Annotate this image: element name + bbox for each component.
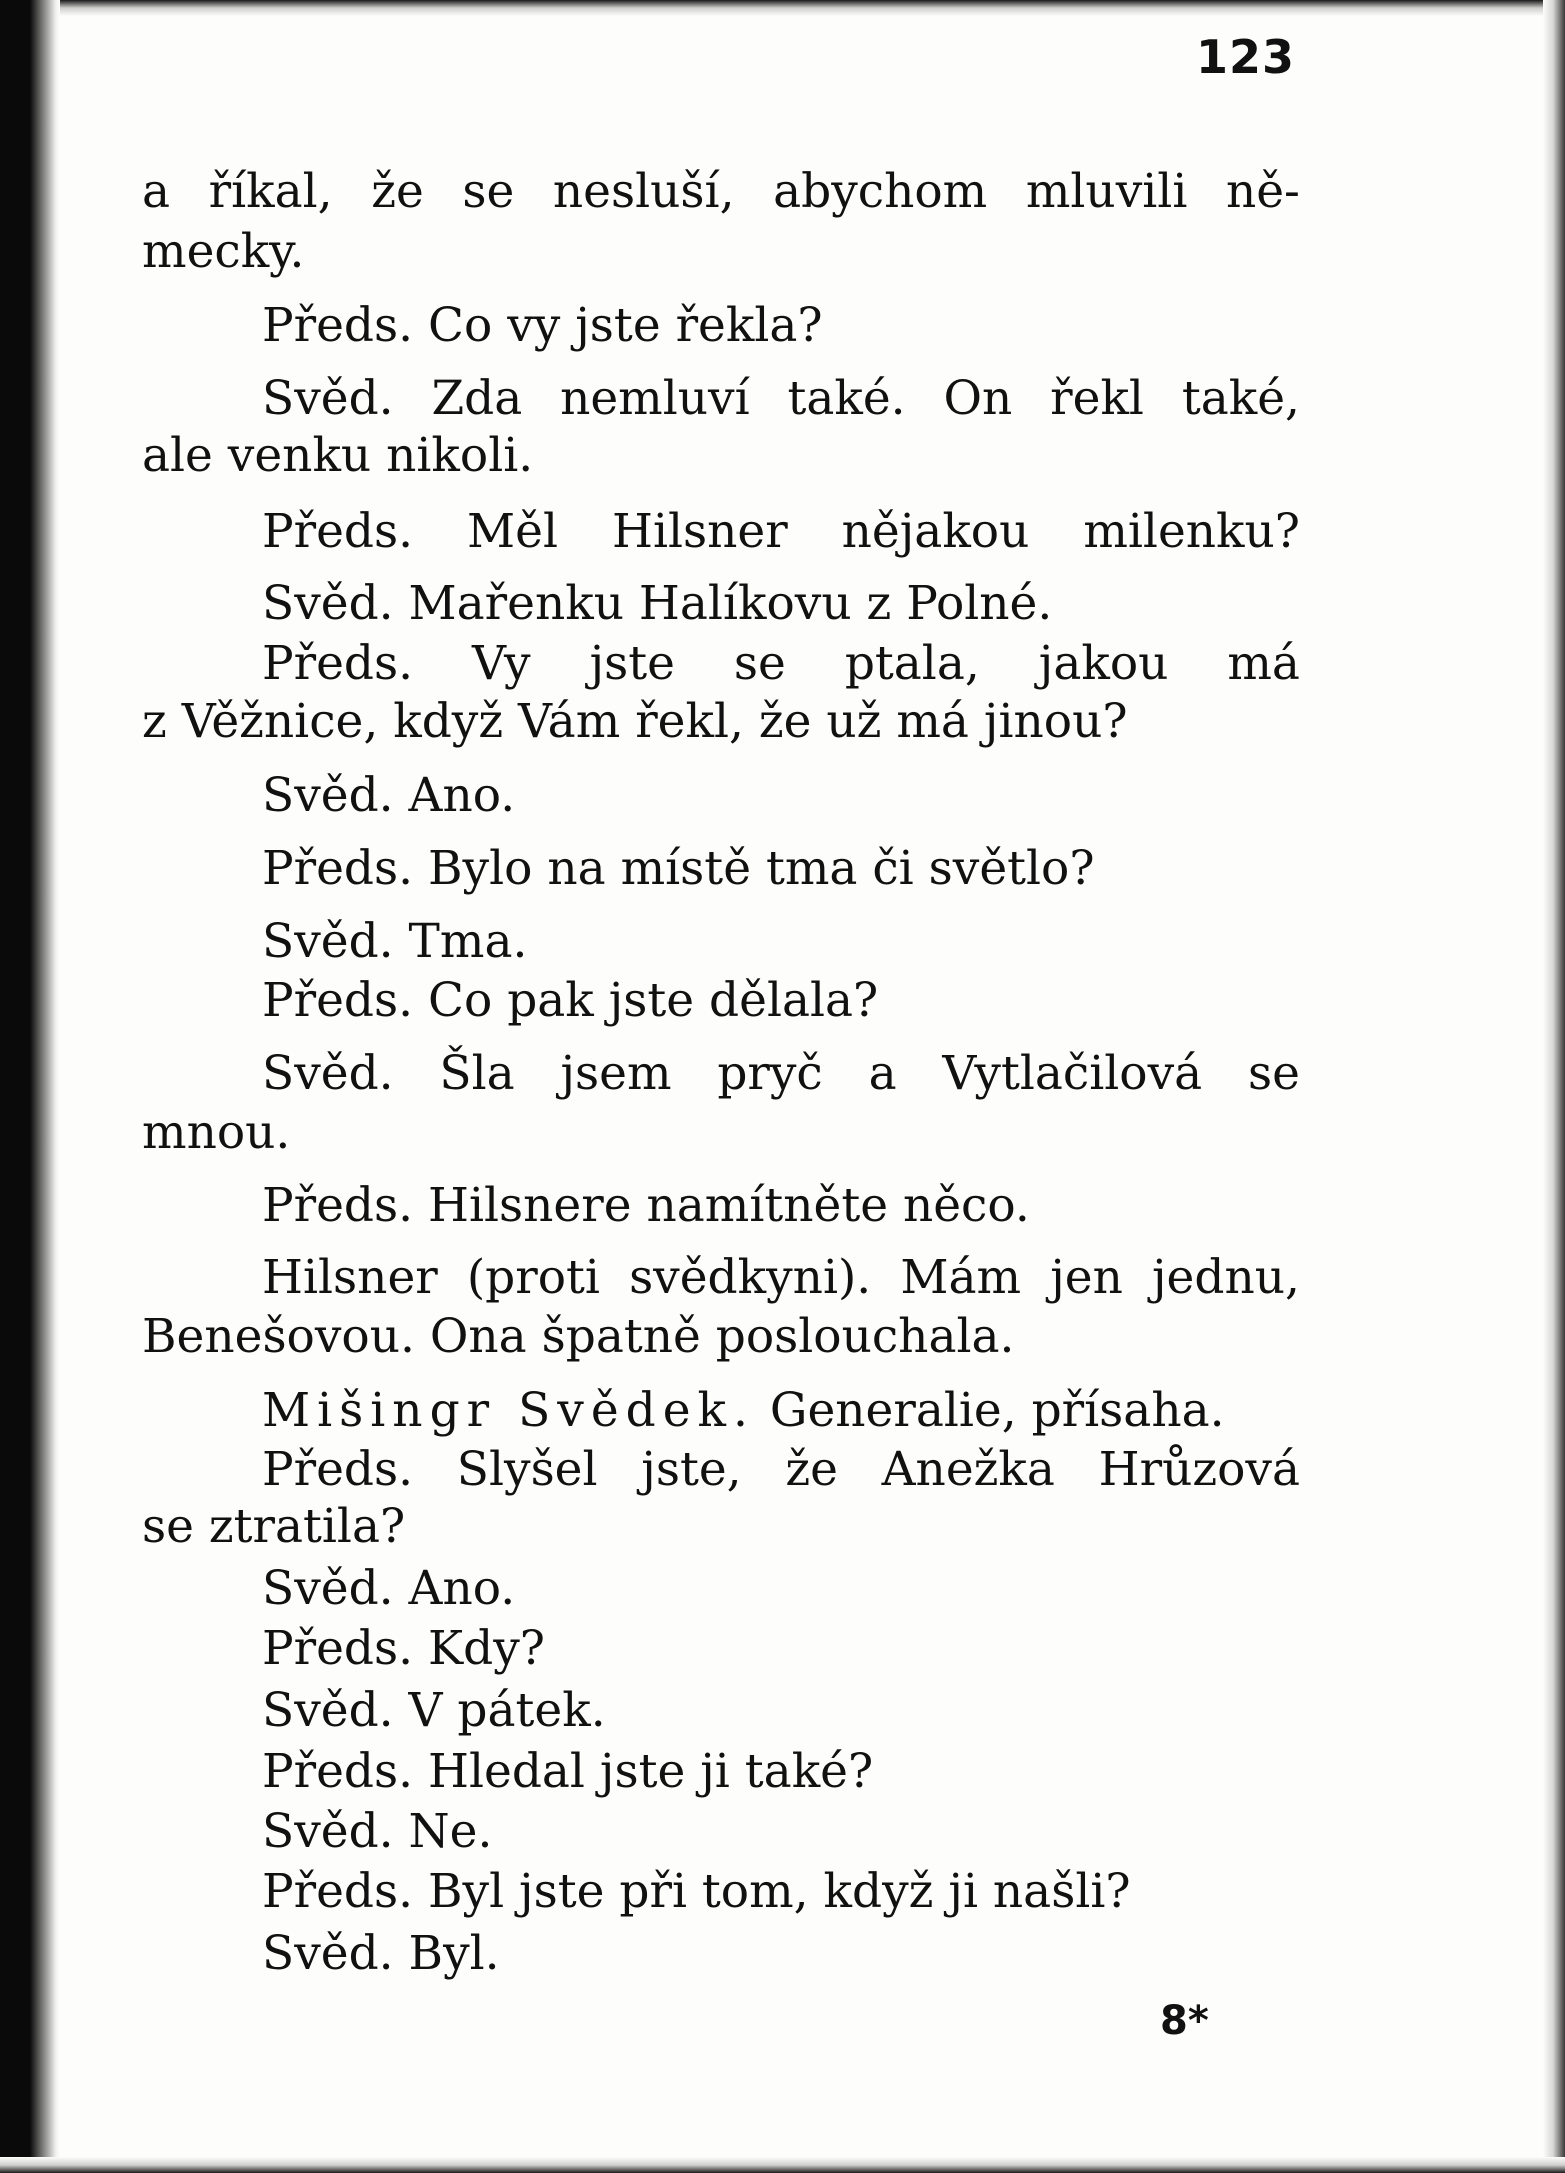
word: Hilsner <box>262 1250 438 1305</box>
word: a <box>142 164 171 219</box>
text-line: Svěd. Ano. <box>262 1561 516 1616</box>
page-number: 123 <box>1196 30 1296 84</box>
text-line: Předs. Co vy jste řekla? <box>262 298 823 353</box>
word: ptala, <box>844 636 980 691</box>
text-line: Předs. Hilsnere namítněte něco. <box>262 1178 1030 1233</box>
text-line: Předs. Bylo na místě tma či světlo? <box>262 841 1095 896</box>
word: Šla <box>439 1046 515 1101</box>
word: se <box>1247 1046 1300 1101</box>
text-line: ale venku nikoli. <box>142 428 534 483</box>
word: jste, <box>641 1442 742 1497</box>
word: že <box>785 1442 838 1497</box>
word: Anežka <box>881 1442 1055 1497</box>
scan-bottom-edge <box>0 2157 1565 2173</box>
text-line: Svěd. V pátek. <box>262 1683 606 1738</box>
word: Vytlačilová <box>942 1046 1203 1101</box>
word: ně- <box>1225 164 1300 219</box>
text-line: mnou. <box>142 1105 291 1160</box>
word: Hilsner <box>611 504 788 559</box>
word: Mám <box>900 1250 1022 1305</box>
word: nesluší, <box>552 164 735 219</box>
text-line <box>262 1383 1225 1438</box>
scan-top-edge <box>0 0 1565 16</box>
word: jste <box>589 636 675 691</box>
text-line: z Věžnice, když Vám řekl, že už má jinou? <box>142 694 1128 749</box>
text-line <box>262 371 1300 426</box>
word: svědkyni). <box>629 1250 872 1305</box>
text-line: Předs. Byl jste při tom, když ji našli? <box>262 1864 1131 1919</box>
speaker-name: Mišingr Svědek. <box>262 1383 755 1438</box>
word: také, <box>1181 371 1300 426</box>
text-line: Svěd. Mařenku Halíkovu z Polné. <box>262 576 1053 631</box>
word: mluvili <box>1025 164 1188 219</box>
text-line: mecky. <box>142 224 305 279</box>
text-line <box>142 164 1300 219</box>
text-line: Předs. Co pak jste dělala? <box>262 973 879 1028</box>
text-line: Předs. Kdy? <box>262 1621 545 1676</box>
text-line <box>262 1442 1300 1497</box>
word: Svěd. <box>262 371 394 426</box>
text-line: Svěd. Byl. <box>262 1926 500 1981</box>
text-line <box>262 504 1300 559</box>
word: Měl <box>467 504 558 559</box>
signature-mark: 8* <box>1160 1998 1209 2044</box>
word: pryč <box>717 1046 823 1101</box>
word: má <box>1227 636 1300 691</box>
line-text: Generalie, přísaha. <box>754 1383 1225 1438</box>
word: řekl <box>1050 371 1144 426</box>
word: milenku? <box>1083 504 1300 559</box>
word: jsem <box>560 1046 672 1101</box>
word: Předs. <box>262 1442 414 1497</box>
word: jen <box>1050 1250 1123 1305</box>
text-line: Svěd. Ano. <box>262 768 516 823</box>
text-line: Benešovou. Ona špatně poslouchala. <box>142 1309 1015 1364</box>
text-line: Svěd. Ne. <box>262 1804 493 1859</box>
word: On <box>943 371 1013 426</box>
text-line: Předs. Hledal jste ji také? <box>262 1744 874 1799</box>
word: (proti <box>466 1250 600 1305</box>
text-line: Svěd. Tma. <box>262 914 528 969</box>
scan-right-edge <box>1543 0 1565 2173</box>
scan-left-edge <box>0 0 60 2173</box>
word: se <box>733 636 786 691</box>
text-line <box>262 1250 1300 1305</box>
word: jednu, <box>1151 1250 1300 1305</box>
word: nemluví <box>560 371 750 426</box>
word: a <box>868 1046 897 1101</box>
word: Svěd. <box>262 1046 394 1101</box>
word: Předs. <box>262 504 414 559</box>
word: Zda <box>431 371 523 426</box>
word: abychom <box>773 164 988 219</box>
word: také. <box>787 371 906 426</box>
word: říkal, <box>208 164 333 219</box>
word: se <box>462 164 515 219</box>
word: Slyšel <box>456 1442 598 1497</box>
word: Předs. <box>262 636 414 691</box>
text-line: se ztratila? <box>142 1499 406 1554</box>
text-line <box>262 1046 1300 1101</box>
word: nějakou <box>841 504 1030 559</box>
word: že <box>371 164 424 219</box>
word: jakou <box>1038 636 1169 691</box>
word: Hrůzová <box>1098 1442 1300 1497</box>
text-line <box>262 636 1300 691</box>
word: Vy <box>472 636 531 691</box>
